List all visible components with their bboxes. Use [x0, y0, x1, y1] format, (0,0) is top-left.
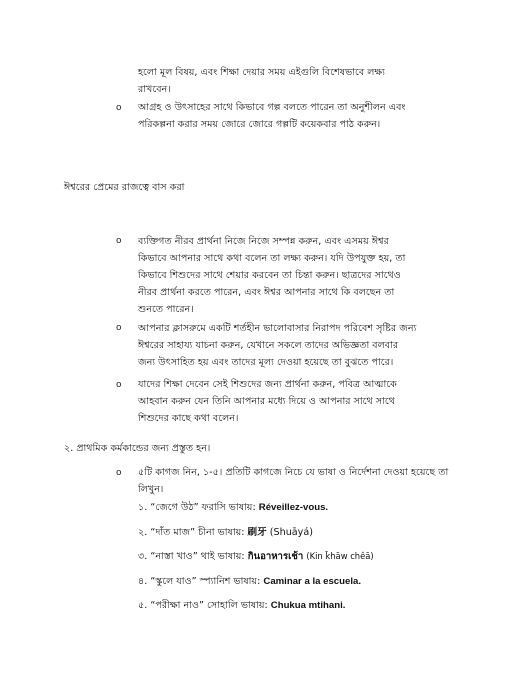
bullet-marker: o	[116, 103, 122, 113]
bullet-marker: o	[116, 468, 122, 478]
phrase-item	[138, 548, 374, 565]
bullet-4-text	[138, 376, 397, 427]
bullet-4-line-3: শিশুদের কাছে কথা বলেন।	[138, 413, 239, 424]
phrase-label: “স্কুলে যাও” স্প্যানিশ ভাষায়:	[150, 576, 261, 587]
phrase-label: “দাঁত মাজ” চীনা ভাষায়:	[150, 527, 245, 538]
bullet-2-line-1: ব্যক্তিগত নীরব প্রার্থনা নিজে নিজে সম্পন্ন করুন, এবং এসময় ঈশ্বর	[138, 236, 389, 247]
section-heading: ঈশ্বরের প্রেমের রাজত্বে বাস করা	[64, 182, 185, 193]
bullet-1-text	[138, 99, 406, 133]
bullet-3-line-3: জন্য উৎসাহিত হয় এবং তাদের মূল্য দেওয়া হয়েছে তা বুঝতে পারে।	[138, 357, 394, 368]
bullet-marker: o	[116, 380, 122, 390]
phrase-number: ৩.	[138, 551, 148, 562]
bullet-3-text	[138, 320, 416, 371]
bullet-marker: o	[116, 236, 122, 246]
bullet-2-line-5: শুনতে পারেন।	[138, 304, 194, 315]
bullet-2-text	[138, 233, 405, 318]
top-paragraph-line-1: হলো মূল বিষয়, এবং শিক্ষা দেয়ার সময় এইগুলি বিশেষভাবে লক্ষ্য	[138, 67, 385, 78]
top-paragraph-line-2: রাখবেন।	[138, 84, 171, 95]
bullet-5-line-1: ৫টি কাগজ নিন, ১-৫। প্রতিটি কাগজে নিচে যে ভাষা ও নির্দেশনা দেওয়া হয়েছে তা	[138, 467, 449, 478]
phrase-number: ৪.	[138, 576, 148, 587]
phrase-item	[138, 597, 345, 614]
bullet-3-line-2: ঈশ্বরের সাহায্য যাচনা করুন, যেখানে সকলে তাদের অভিজ্ঞতা বলবার	[138, 340, 399, 351]
phrase-romanization: (Kin k̄hāw chêā)	[306, 551, 374, 561]
phrase-number: ১.	[138, 502, 148, 513]
bullet-2-line-2: কিভাবে আপনার সাথে কথা বলেন তা লক্ষ্য করুন। যদি উপযুক্ত হয়, তা	[138, 253, 406, 264]
bullet-1-line-1: আগ্রহ ও উৎসাহের সাথে কিভাবে গল্প বলতে পারেন তা অনুশীলন এবং	[138, 102, 406, 113]
phrase-label: “পরীক্ষা নাও” সোহালি ভাষায়:	[150, 600, 268, 611]
phrase-answer: Réveillez-vous.	[258, 502, 329, 513]
phrase-item	[138, 524, 313, 541]
phrase-item	[138, 499, 328, 516]
bullet-2-line-4: নীরব প্রার্থনা করতে পারেন, এবং ঈশ্বর আপনার সাথে কি বলছেন তা	[138, 287, 395, 298]
bullet-5-text	[138, 464, 448, 498]
phrase-romanization: (Shuāyá)	[269, 527, 313, 538]
bullet-4-line-2: আহবান করুন যেন তিনি আপনার মধ্যে দিয়ে ও আপনার সাথে সাথে	[138, 396, 395, 407]
bullet-5-line-2: লিখুন।	[138, 484, 164, 495]
phrase-item	[138, 573, 361, 590]
phrase-number: ৫.	[138, 600, 148, 611]
phrase-answer: Chukua mtihani.	[270, 600, 346, 611]
phrase-label: “জেগে উঠ” ফরাসি ভাষায়:	[150, 502, 256, 513]
phrase-answer: กินอาหารเช้า	[247, 551, 304, 562]
bullet-marker: o	[116, 323, 122, 333]
phrase-number: ২.	[138, 527, 148, 538]
top-paragraph	[138, 64, 385, 98]
phrase-label: “নাস্তা খাও” থাই ভাষায়:	[150, 551, 245, 562]
bullet-4-line-1: যাদের শিক্ষা দেবেন সেই শিশুদের জন্য প্রার্থনা করুন, পবিত্র আত্মাকে	[138, 379, 397, 390]
phrase-answer: 刷牙	[247, 527, 267, 538]
bullet-3-line-1: আপনার ক্লাসরুমে একটি শর্তহীন ভালোবাসার নিরাপদ পরিবেশ সৃষ্টির জন্য	[138, 323, 417, 334]
bullet-2-line-3: কিভাবে শিশুদের সাথে শেয়ার করবেন তা চিন্তা করুন। ছাত্রদের সাথেও	[138, 270, 401, 281]
bullet-1-line-2: পরিকল্পনা করার সময় জোরে জোরে গল্পটি কয়েকবার পাঠ করুন।	[138, 119, 381, 130]
section-2-heading: ২. প্রাথমিক কর্মকান্ডের জন্য প্রস্তুত হন।	[64, 443, 211, 454]
phrase-answer: Caminar a la escuela.	[263, 576, 361, 587]
